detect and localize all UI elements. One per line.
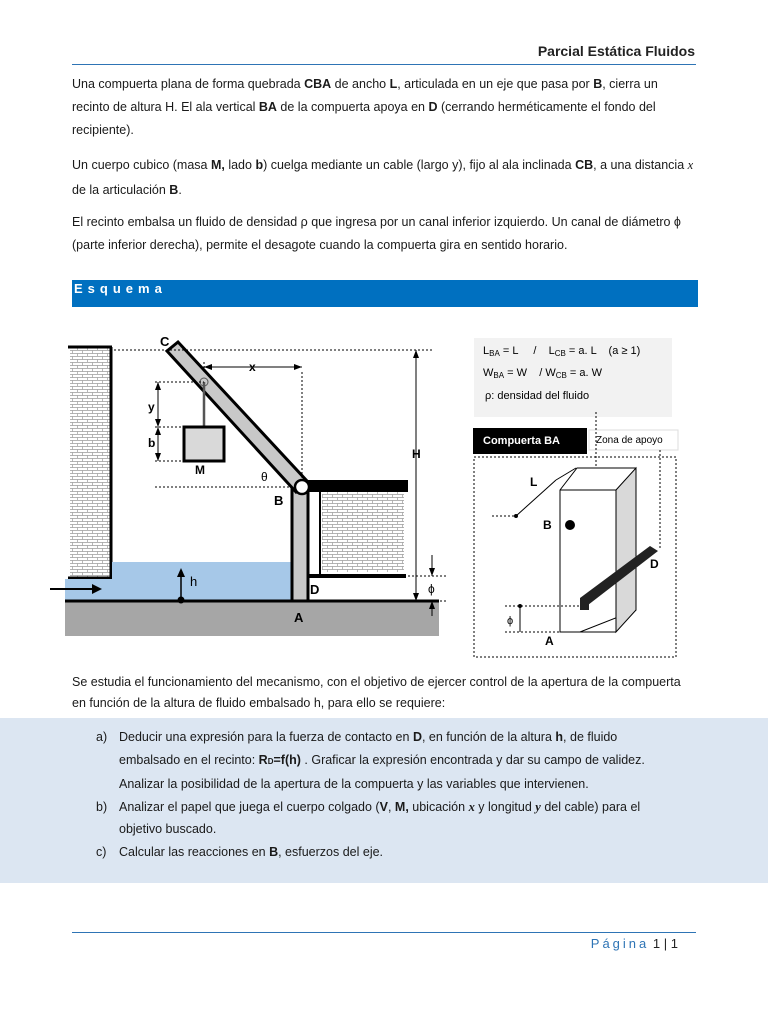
label-x: x <box>249 360 256 374</box>
label-b-hinge: B <box>274 493 284 508</box>
zona-apoyo-label: Zona de apoyo <box>596 435 663 446</box>
svg-text:WBA = W / WCB = a. W: WBA = W / WCB = a. W <box>483 367 602 380</box>
intro-paragraph-2: Un cuerpo cubico (masa M, lado b) cuelga mediante un cable (largo y), fijo al ala inclinada CB, a una distancia x de la articulación B. <box>72 158 694 197</box>
label-d: D <box>310 582 320 597</box>
hanging-mass <box>184 427 224 461</box>
schematic-figure <box>0 320 768 670</box>
hinge-b <box>295 480 309 494</box>
list-item: a) Deducir una expresión para la fuerza de contacto en D, en función de la altura h, de fluido embalsado en el recinto: RD=f(h) . Graficar la expresión encontrada y dar su campo de validez. Analizar la posibilidad de la apertura de la compuerta y las variables que intervienen. <box>96 730 645 791</box>
gate-wing-cb <box>167 342 307 492</box>
label-m: M <box>195 463 205 477</box>
footer-rule <box>72 932 696 933</box>
label-h-height: H <box>412 447 421 461</box>
detail-tab-label: Compuerta BA <box>483 435 561 447</box>
page-header-title: Parcial Estática Fluidos <box>537 43 695 59</box>
header-rule <box>72 64 696 65</box>
gate-wing-ba <box>292 487 308 601</box>
info-density: ρ: densidad del fluido <box>485 390 590 402</box>
svg-text:LBA = L / LCB = a. L: LBA = L / LCB = a. L (a ≥ 1) <box>483 345 641 358</box>
requirements-list <box>96 726 696 863</box>
label-y: y <box>148 400 155 414</box>
study-paragraph: Se estudia el funcionamiento del mecanismo, con el objetivo de ejercer control de la apertura de la compuerta en función de la altura de fluido embalsado h, para ello se requiere: <box>72 675 681 710</box>
label-phi: ϕ <box>428 582 435 596</box>
detail-label-d: D <box>650 557 659 571</box>
label-a: A <box>294 610 304 625</box>
detail-label-a: A <box>545 634 554 648</box>
list-item: c) Calcular las reacciones en B, esfuerzos del eje. <box>96 844 384 859</box>
water-region <box>112 562 292 600</box>
page-number: Página 1 | 1 <box>590 936 678 951</box>
detail-label-phi: ϕ <box>507 615 514 627</box>
label-b: b <box>148 436 156 450</box>
label-theta: θ <box>261 470 268 484</box>
detail-label-b: B <box>543 518 552 532</box>
label-c: C <box>160 334 170 349</box>
ground <box>65 600 439 636</box>
intro-paragraph-1: Una compuerta plana de forma quebrada CBA de ancho L, articulada en un eje que pasa por B, cierra un recinto de altura H. El ala vertical BA de la compuerta apoya en D (cerrando herméticamente el fondo del recipiente). <box>72 77 658 137</box>
label-h-fluid: h <box>190 574 198 589</box>
intro-paragraph-3: El recinto embalsa un fluido de densidad ρ que ingresa por un canal inferior izquierdo. Un canal de diámetro ϕ (parte inferior derecha), permite el desagote cuando la compuerta gira en sentido horario. <box>72 215 681 252</box>
detail-label-l: L <box>530 475 538 489</box>
list-item: b) Analizar el papel que juega el cuerpo colgado (V, M, ubicación x y longitud y del cable) para el objetivo buscado. <box>96 799 641 836</box>
left-brick-wall <box>70 347 110 579</box>
right-brick-block <box>322 488 404 572</box>
section-header-esquema: Esquema <box>72 280 698 307</box>
detail-hinge-b <box>565 520 575 530</box>
